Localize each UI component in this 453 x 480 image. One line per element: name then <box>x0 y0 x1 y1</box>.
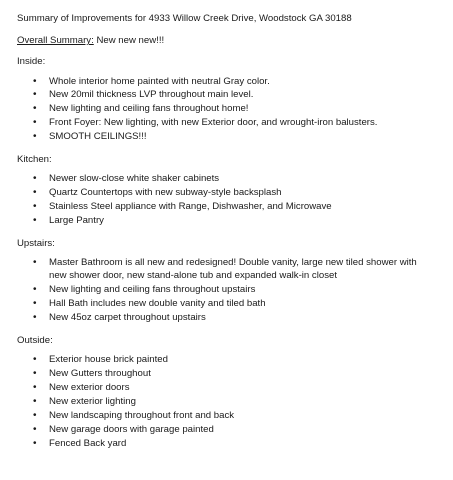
list-item: • Exterior house brick painted <box>17 353 443 366</box>
list-item: • New lighting and ceiling fans throughout home! <box>17 102 443 115</box>
section-heading-outside: Outside: <box>17 334 53 346</box>
section-inside <box>17 55 443 143</box>
list-item: • New 20mil thickness LVP throughout main level. <box>17 88 443 101</box>
document-title: Summary of Improvements for 4933 Willow Creek Drive, Woodstock GA 30188 <box>17 13 352 24</box>
list-item: • Front Foyer: New lighting, with new Exterior door, and wrought-iron balusters. <box>17 116 443 129</box>
list-item: • Stainless Steel appliance with Range, Dishwasher, and Microwave <box>17 200 443 213</box>
list-item: • SMOOTH CEILINGS!!! <box>17 130 443 143</box>
section-heading-kitchen: Kitchen: <box>17 154 52 165</box>
list-item: • New landscaping throughout front and back <box>17 409 443 422</box>
list-item: • New exterior lighting <box>17 395 443 408</box>
list-item: • New garage doors with garage painted <box>17 423 443 436</box>
list-item: • Large Pantry <box>17 214 443 227</box>
section-upstairs <box>17 237 443 324</box>
list-item: • New 45oz carpet throughout upstairs <box>17 311 443 324</box>
upstairs-list <box>17 256 443 324</box>
list-item: • Fenced Back yard <box>17 437 443 450</box>
list-item: • Whole interior home painted with neutral Gray color. <box>17 75 443 88</box>
list-item: • New Gutters throughout <box>17 367 443 380</box>
list-item: • New exterior doors <box>17 381 443 394</box>
list-item: • New lighting and ceiling fans throughout upstairs <box>17 283 443 296</box>
overall-summary-label: Overall Summary: <box>17 35 94 47</box>
section-heading-inside: Inside: <box>17 56 46 68</box>
overall-summary <box>17 34 443 47</box>
section-outside <box>17 334 443 450</box>
list-item: • Hall Bath includes new double vanity and tiled bath <box>17 297 443 310</box>
section-heading-upstairs: Upstairs: <box>17 237 55 249</box>
list-item: • Master Bathroom is all new and redesigned! Double vanity, large new tiled shower with new shower door, new stand-alone tub and expanded walk-in closet <box>17 256 443 282</box>
kitchen-list <box>17 172 443 227</box>
outside-list <box>17 353 443 450</box>
overall-summary-text: New new new!!! <box>96 35 165 47</box>
list-item: • Newer slow-close white shaker cabinets <box>17 172 443 185</box>
section-kitchen <box>17 153 443 227</box>
inside-list <box>17 75 443 143</box>
list-item: • Quartz Countertops with new subway-style backsplash <box>17 186 443 199</box>
